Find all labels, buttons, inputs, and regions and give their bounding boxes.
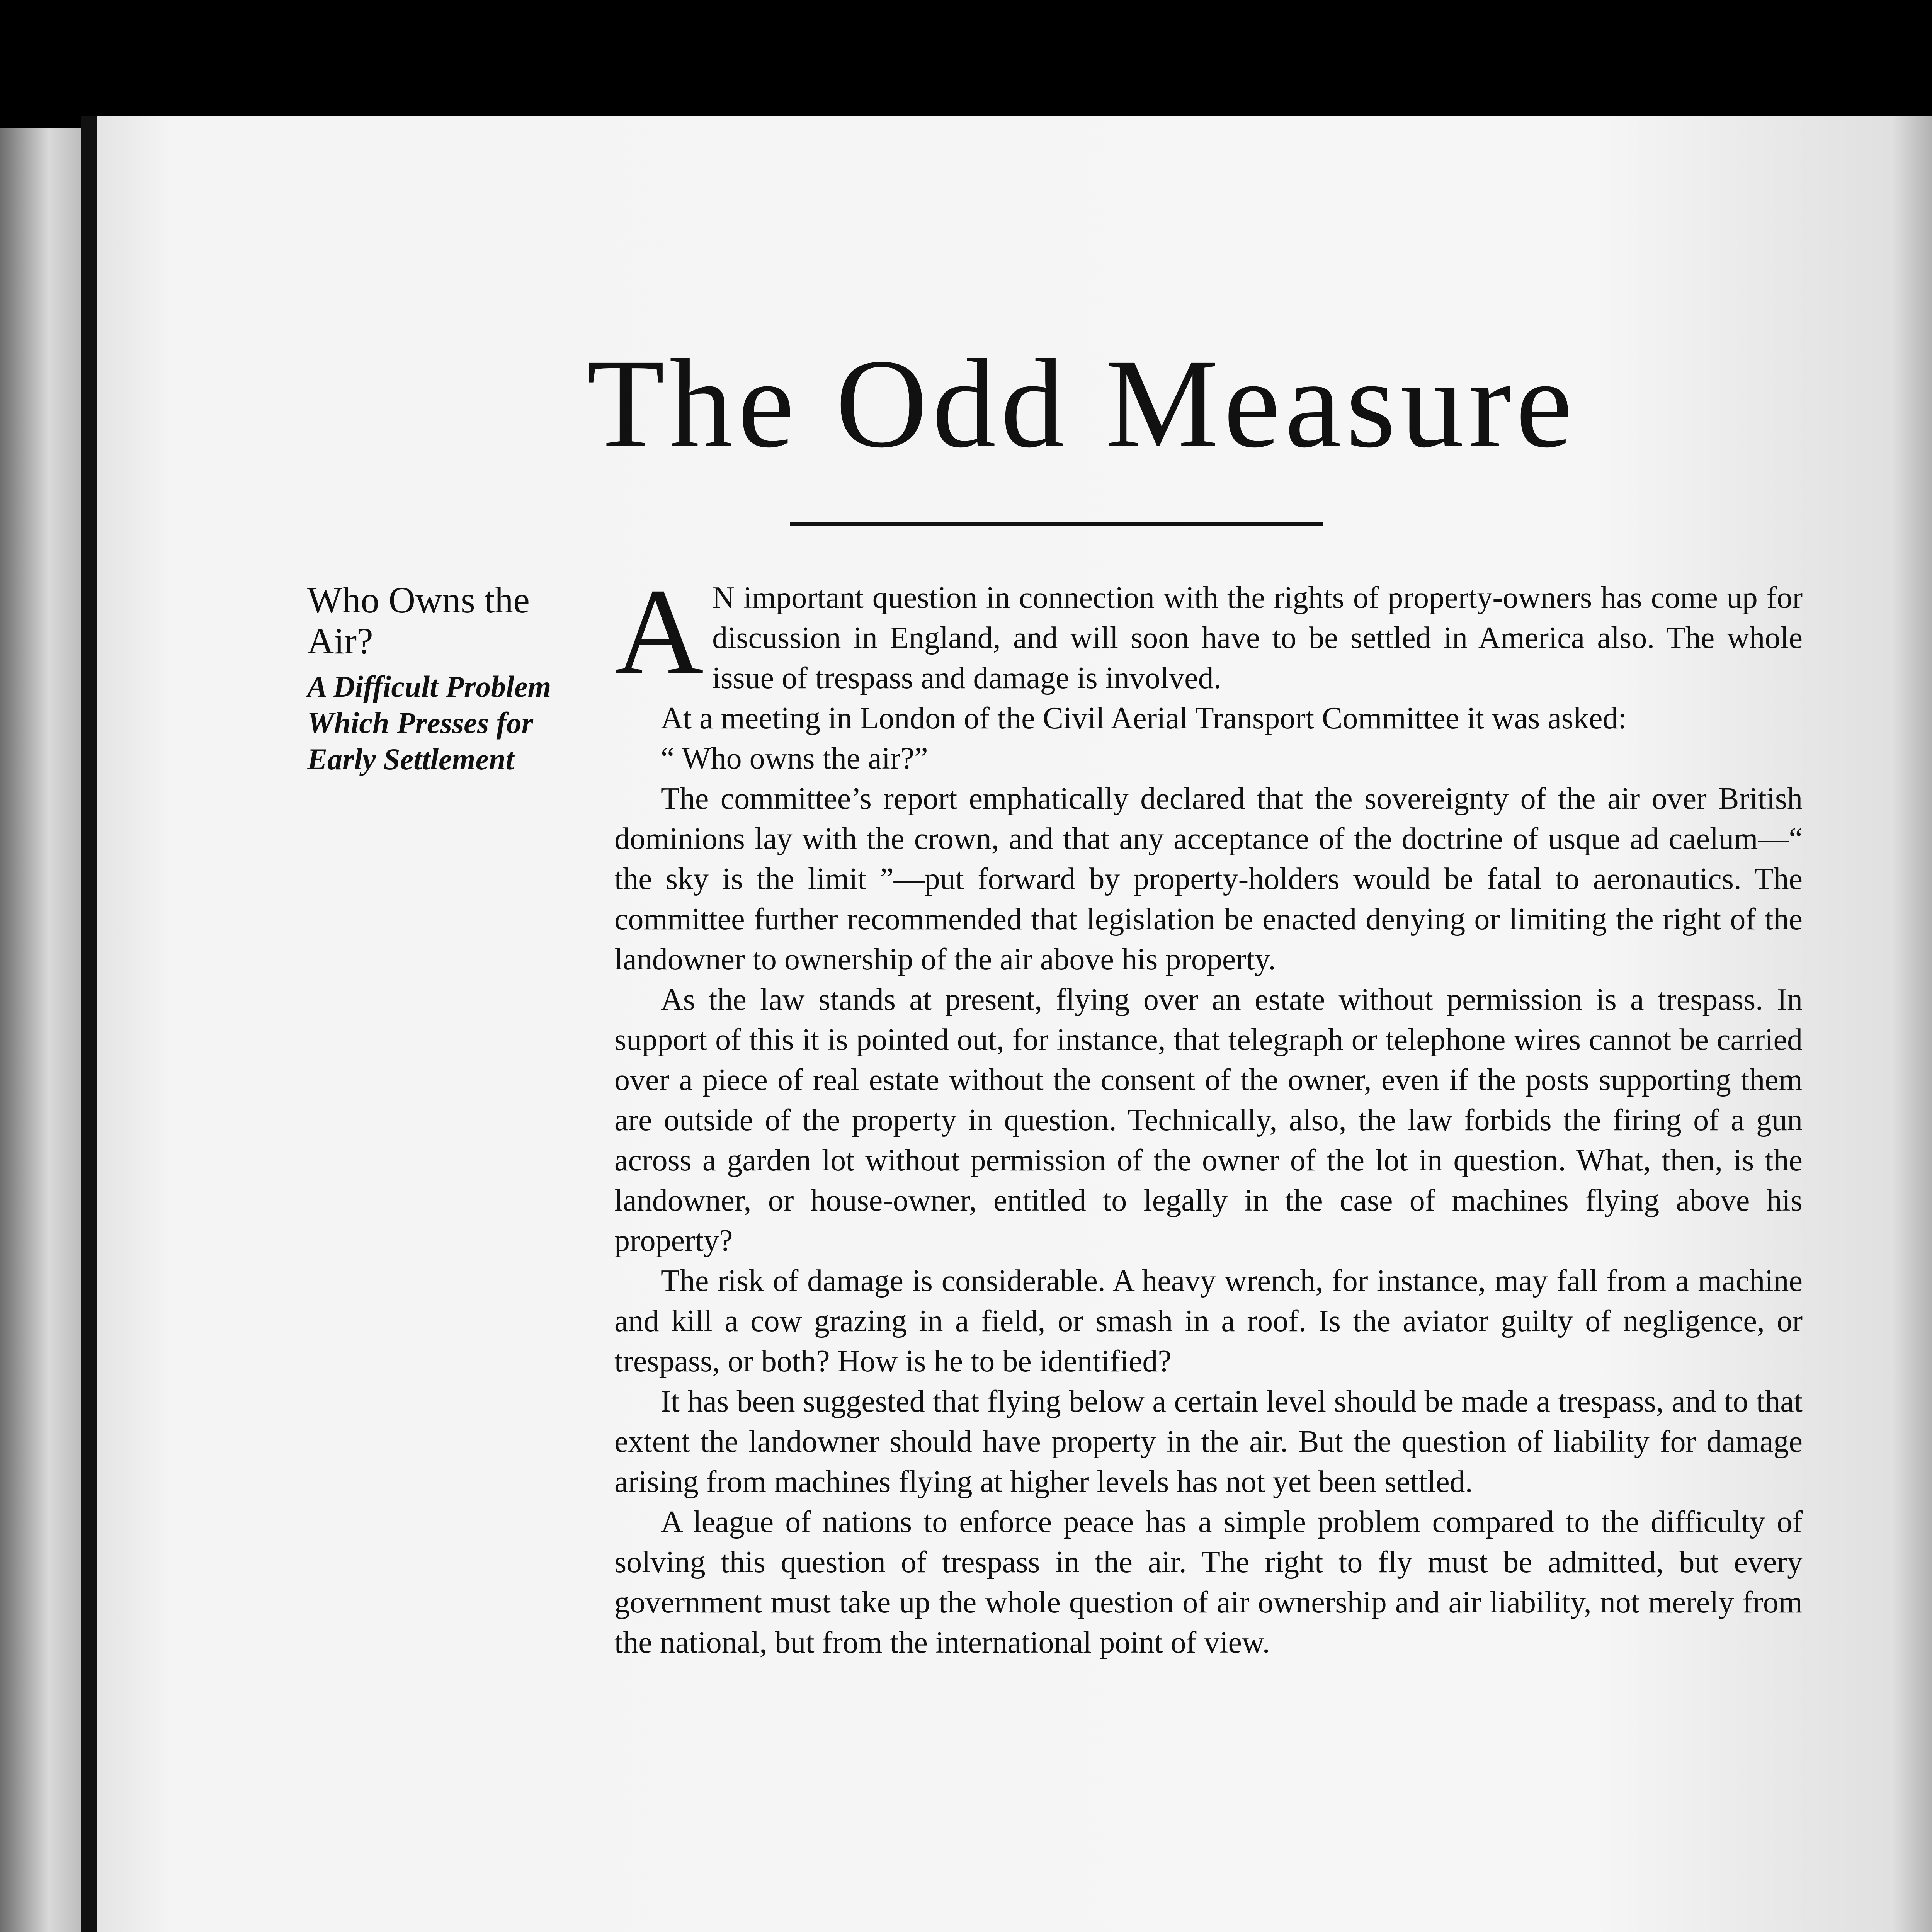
article1-para-4: The committee’s report emphatically declared that the sovereignty of the air over British dominions lay with the crown, and that any acceptance of the doctrine of usque ad caelum—“ the sky is the limit ”—put forward by property-holders would be fatal to aeronautics. The committee further recommended that legislation be enacted denying or limiting the right of the landowner to ownership of the air above his property. xyxy=(614,782,1803,976)
article1-para-1 xyxy=(614,563,1803,700)
article1-para-8: A league of nations to enforce peace has a simple problem compared to the difficulty of solving this question of trespass in the air. The right to fly must be admitted, but every government must take up the whole question of air ownership and air liability, not merely from the national, but from the international point of view. xyxy=(614,1505,1803,1660)
article1-dropcap: A xyxy=(614,563,704,700)
article1-para-3: “ Who owns the air?” xyxy=(661,742,928,776)
title-rule xyxy=(790,522,1323,526)
article1-subheading: A Difficult Problem Which Presses for Early Settlement xyxy=(307,670,551,776)
article1-para-1-text: N important question in connection with the rights of property-owners has come up for discussion in England, and will soon have to be settled in America also. The whole issue of trespass and damage is involved. xyxy=(712,581,1803,695)
article1-body xyxy=(614,563,1803,1663)
book-gutter xyxy=(81,116,97,1932)
article1-heading: Who Owns the Air? xyxy=(307,579,530,662)
article1-sidebar xyxy=(307,580,585,777)
article1-para-7: It has been suggested that flying below a certain level should be made a trespass, and to that extent the landowner should have property in the air. But the question of liability for damage arising from machines flying at higher levels has not yet been settled. xyxy=(614,1384,1803,1499)
article1-para-2: At a meeting in London of the Civil Aerial Transport Committee it was asked: xyxy=(661,701,1627,735)
facing-page-edge xyxy=(0,128,81,1932)
page-title: The Odd Measure xyxy=(587,333,1577,474)
article1-para-5: As the law stands at present, flying over an estate without permission is a trespass. In support of this it is pointed out, for instance, that telegraph or telephone wires cannot be carried over a piece of real estate without the consent of the owner, even if the posts supporting them are outside of the property in question. Technically, also, the law forbids the firing of a gun across a garden lot without permission of the owner of the lot in question. What, then, is the landowner, or house-owner, entitled to legally in the case of machines flying above his property? xyxy=(614,983,1803,1258)
article1-para-6: The risk of damage is considerable. A heavy wrench, for instance, may fall from a machine and kill a cow grazing in a field, or smash in a roof. Is the aviator guilty of negligence, or trespass, or both? How is he to be identified? xyxy=(614,1264,1803,1378)
